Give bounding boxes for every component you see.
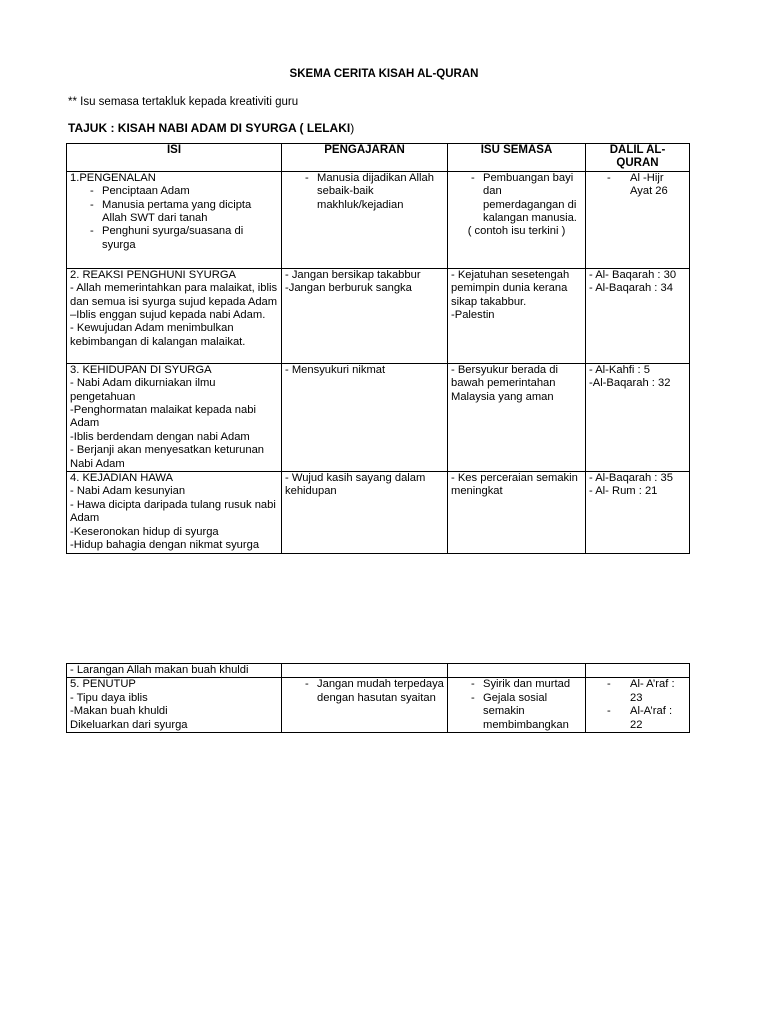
text-line: -Penghormatan malaikat kepada nabi Adam <box>70 404 256 430</box>
main-table <box>66 143 690 554</box>
list-item: - Al -Hijr Ayat 26 <box>589 172 686 199</box>
isu-extra: ( contoh isu terkini ) <box>467 225 566 238</box>
list-item: - Manusia pertama yang dicipta Allah SWT dari tanah <box>70 199 278 226</box>
cell-isi <box>67 472 282 553</box>
text-line: - Al- Baqarah : 30 <box>589 268 677 281</box>
text-line: - Tipu daya iblis <box>70 691 148 704</box>
cell-dalil <box>586 268 690 363</box>
text-line: - Mensyukuri nikmat <box>285 363 386 376</box>
pengajaran-list <box>285 678 444 705</box>
cell-dalil <box>586 363 690 471</box>
cell-pengajaran <box>282 472 448 553</box>
cell-pengajaran <box>282 268 448 363</box>
list-item: - Pembuangan bayi dan pemerdagangan di kalangan manusia. <box>451 172 582 226</box>
cell-isu <box>448 268 586 363</box>
text-line: - Nabi Adam dikurniakan ilmu pengetahuan <box>70 377 216 403</box>
note-text: ** Isu semasa tertakluk kepada kreativiti guru <box>68 96 299 108</box>
isi-list <box>70 185 278 252</box>
list-item: - Manusia dijadikan Allah sebaik-baik makhluk/kejadian <box>285 172 444 212</box>
cell-dalil <box>586 472 690 553</box>
row-title: 1.PENGENALAN <box>70 171 156 184</box>
tajuk-heading <box>68 121 354 135</box>
table-row <box>67 664 690 678</box>
list-item: - Syirik dan murtad <box>451 678 582 691</box>
pengajaran-list <box>285 172 444 212</box>
text-line: -Keseronokan hidup di syurga <box>70 525 219 538</box>
isu-list <box>451 678 582 732</box>
header-isu-semasa: ISU SEMASA <box>448 144 586 172</box>
text-line: -Iblis berdendam dengan nabi Adam <box>70 430 250 443</box>
cell-isu <box>448 472 586 553</box>
continuation-table <box>66 663 690 733</box>
text-line: - Kewujudan Adam menimbulkan kebimbangan di kalangan malaikat. <box>70 322 246 348</box>
text-line: - Allah memerintahkan para malaikat, iblis dan semua isi syurga sujud kepada Adam –Iblis enggan sujud kepada nabi Adam. <box>70 282 278 322</box>
cell-pengajaran <box>282 664 448 678</box>
list-item: - Al-A’raf : 22 <box>589 705 686 732</box>
cell-isu <box>448 363 586 471</box>
cell-isi <box>67 363 282 471</box>
text-line: -Makan buah khuldi <box>70 705 168 718</box>
table-row <box>67 678 690 733</box>
cell-isu <box>448 171 586 268</box>
text-line: - Kejatuhan sesetengah pemimpin dunia kerana sikap takabbur. <box>451 268 570 308</box>
text-line: 2. REAKSI PENGHUNI SYURGA <box>70 268 236 281</box>
text-line: - Jangan bersikap takabbur <box>285 268 421 281</box>
table-row <box>67 472 690 553</box>
page-title: SKEMA CERITA KISAH AL-QURAN <box>289 68 479 80</box>
dalil-list <box>589 678 686 732</box>
text-line: 5. PENUTUP <box>70 678 136 691</box>
cell-pengajaran <box>282 678 448 733</box>
cell-isi <box>67 664 282 678</box>
cell-dalil <box>586 664 690 678</box>
text-line: - Kes perceraian semakin meningkat <box>451 472 578 498</box>
cell-isi <box>67 171 282 268</box>
text-line: - Berjanji akan menyesatkan keturunan Nabi Adam <box>70 444 265 470</box>
list-item: - Gejala sosial semakin membimbangkan <box>451 692 582 732</box>
cell-pengajaran <box>282 363 448 471</box>
text-line: - Al- Rum : 21 <box>589 485 658 498</box>
text-line: - Wujud kasih sayang dalam kehidupan <box>285 472 426 498</box>
header-pengajaran: PENGAJARAN <box>282 144 448 172</box>
text-line: - Bersyukur berada di bawah pemerintahan Malaysia yang aman <box>451 363 558 403</box>
list-item: - Al- A’raf : 23 <box>589 678 686 705</box>
cell-dalil <box>586 678 690 733</box>
table-row <box>67 171 690 268</box>
cell-isu <box>448 664 586 678</box>
text-line: - Al-Baqarah : 34 <box>589 282 673 295</box>
table-row <box>67 268 690 363</box>
text-line: 4. KEJADIAN HAWA <box>70 472 173 485</box>
text-line: -Jangan berburuk sangka <box>285 282 412 295</box>
text-line: - Al-Baqarah : 35 <box>589 472 673 485</box>
list-item: - Jangan mudah terpedaya dengan hasutan syaitan <box>285 678 444 705</box>
text-line: - Hawa dicipta daripada tulang rusuk nabi Adam <box>70 498 276 525</box>
list-item: - Penciptaan Adam <box>70 185 278 198</box>
cell-isu <box>448 678 586 733</box>
header-dalil: DALIL AL-QURAN <box>586 144 690 172</box>
tajuk-label: TAJUK : KISAH NABI ADAM DI SYURGA ( LELAKI <box>68 121 351 135</box>
text-line: - Larangan Allah makan buah khuldi <box>70 664 249 676</box>
text-line: -Palestin <box>451 309 495 322</box>
cell-isi <box>67 268 282 363</box>
text-line: -Al-Baqarah : 32 <box>589 377 671 390</box>
list-item: - Penghuni syurga/suasana di syurga <box>70 225 278 252</box>
header-row <box>67 144 690 172</box>
cell-pengajaran <box>282 171 448 268</box>
tajuk-close: ) <box>350 121 355 135</box>
text-line: 3. KEHIDUPAN DI SYURGA <box>70 363 212 376</box>
dalil-list <box>589 172 686 199</box>
text-line: - Al-Kahfi : 5 <box>589 363 650 376</box>
text-line: -Hidup bahagia dengan nikmat syurga <box>70 539 260 552</box>
text-line: - Nabi Adam kesunyian <box>70 485 186 498</box>
cell-isi <box>67 678 282 733</box>
cell-dalil <box>586 171 690 268</box>
header-isi: ISI <box>67 144 282 172</box>
table-row <box>67 363 690 471</box>
text-line: Dikeluarkan dari syurga <box>70 718 188 731</box>
isu-list <box>451 172 582 226</box>
